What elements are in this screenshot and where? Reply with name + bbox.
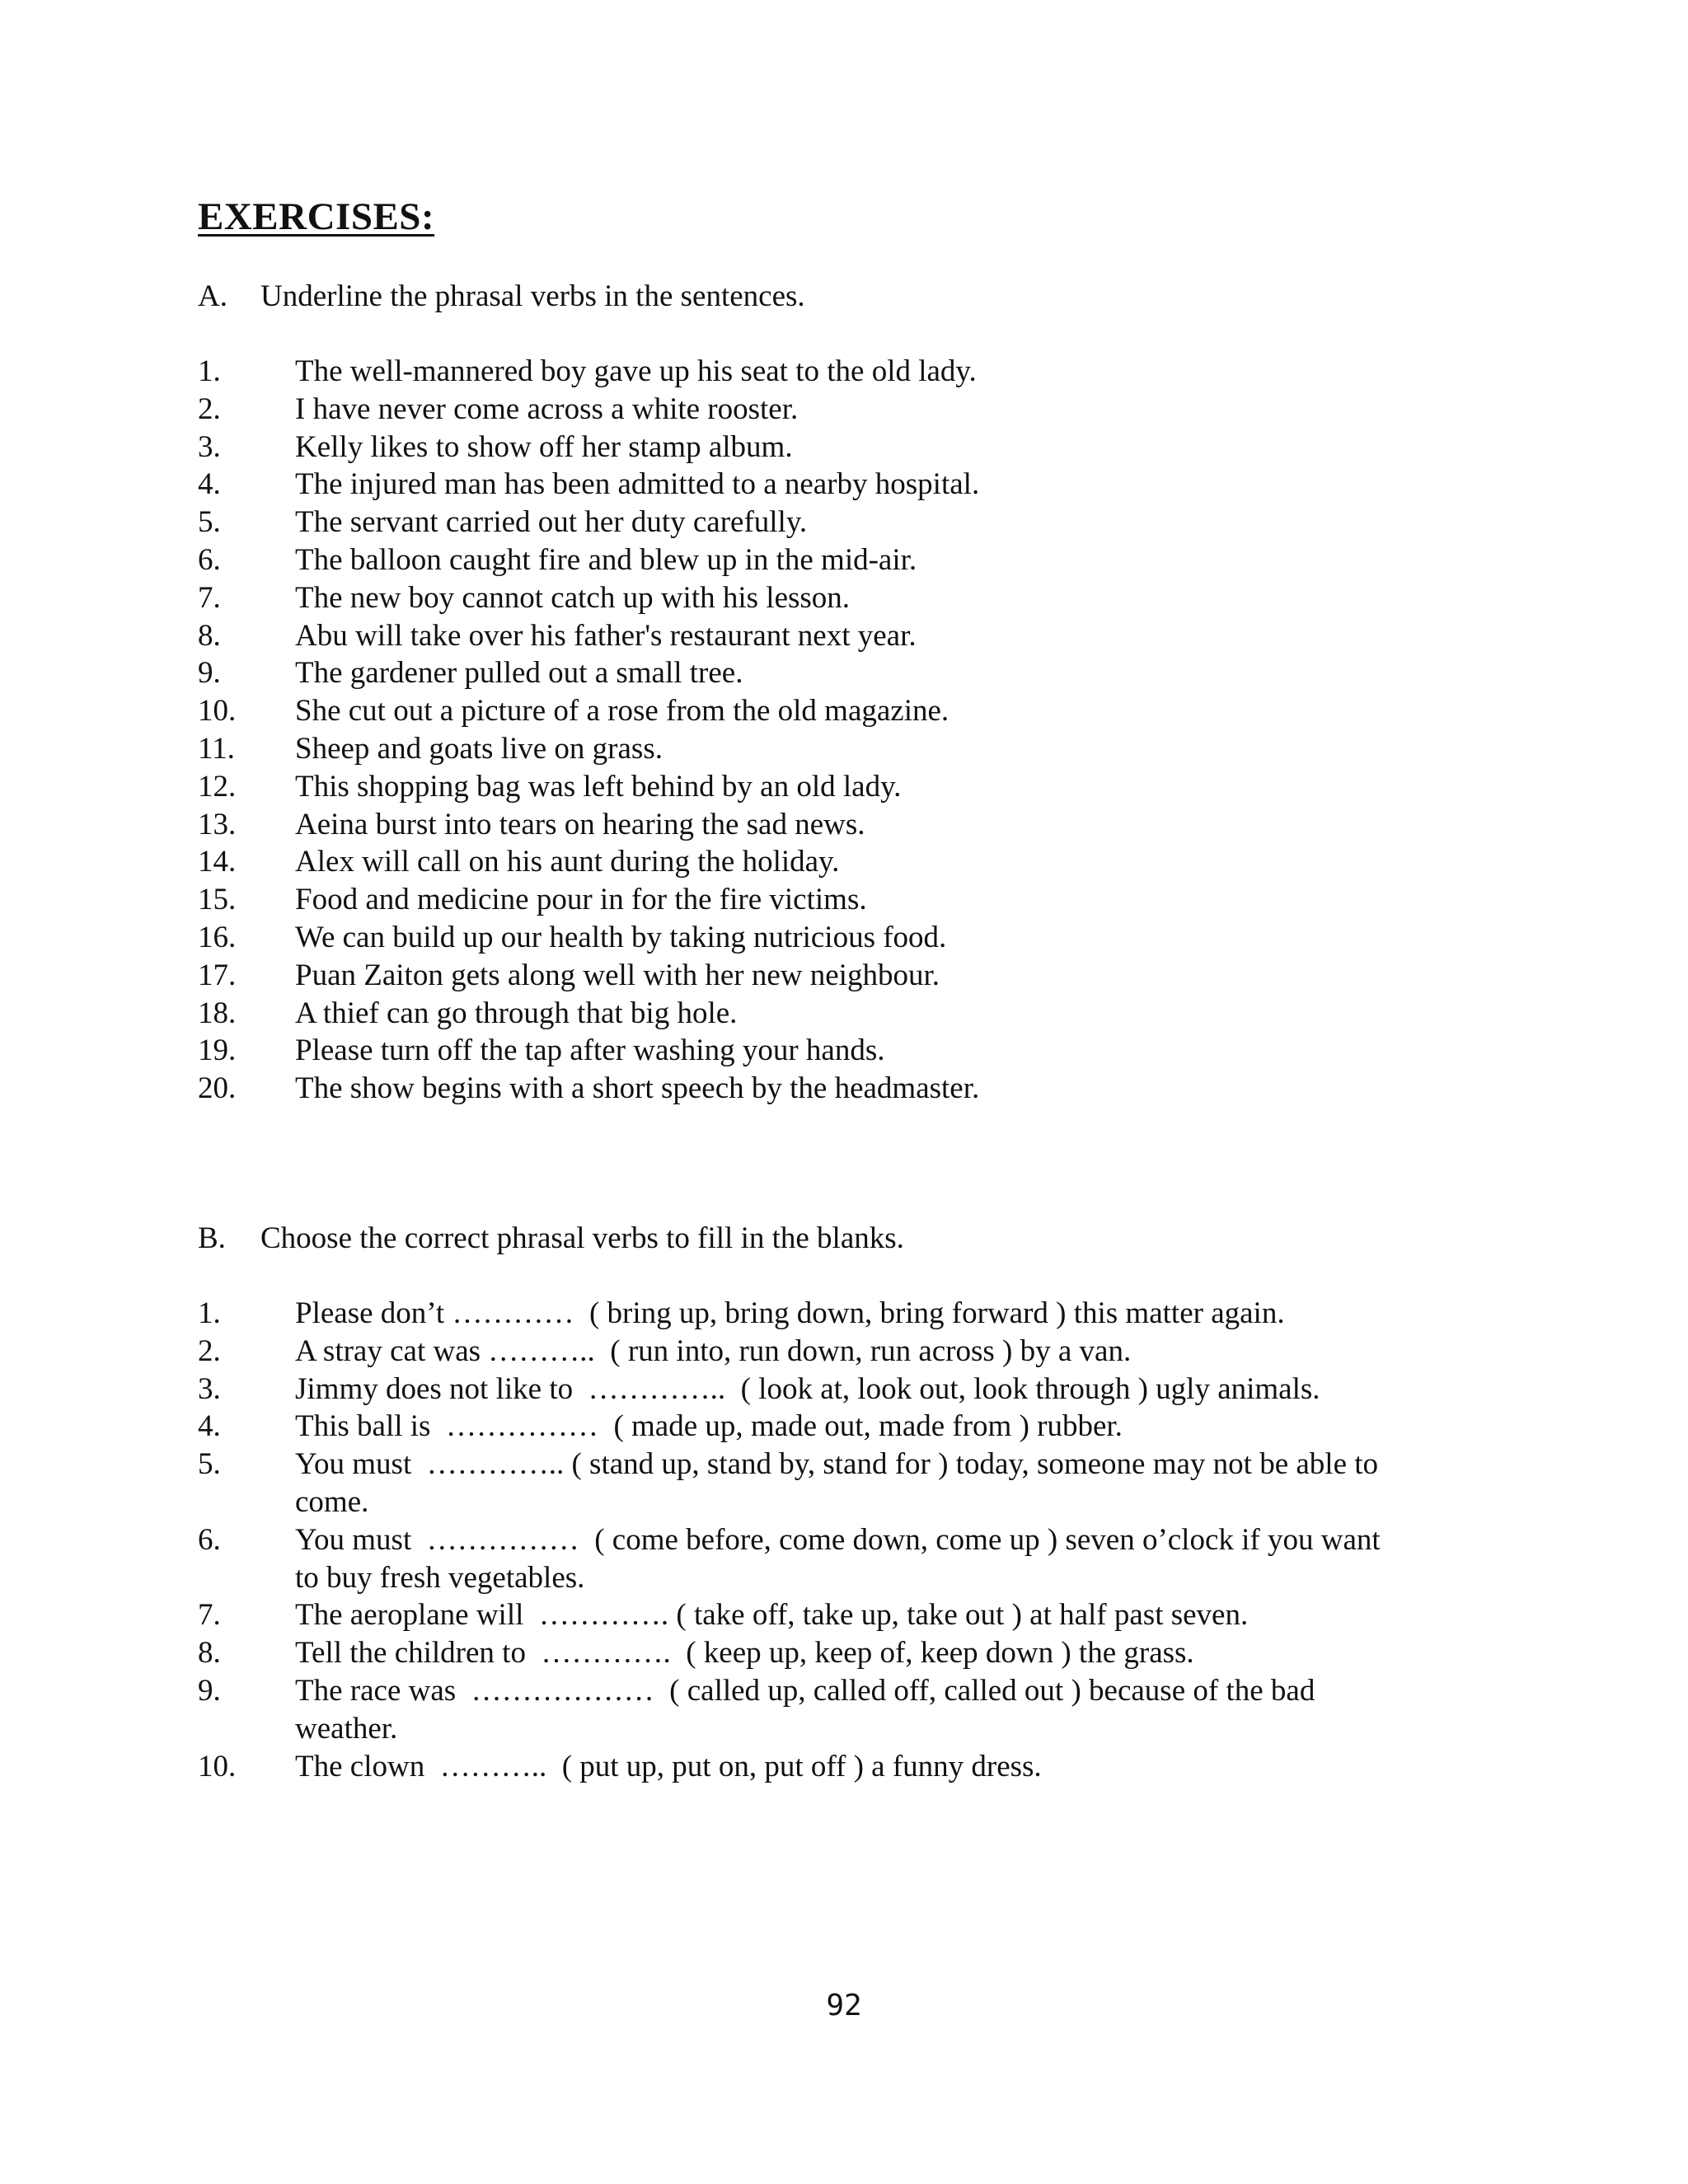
item-sentence: Please don’t ………… ( bring up, bring down, bring forward ) this matter again.: [295, 1296, 1285, 1330]
list-item: [198, 541, 1401, 579]
list-item: [198, 353, 1401, 391]
item-number: 19.: [198, 1033, 237, 1068]
item-number: 10.: [198, 694, 237, 729]
item-number: 16.: [198, 920, 237, 954]
list-item: [198, 881, 1401, 919]
item-sentence: She cut out a picture of a rose from the old magazine.: [295, 694, 950, 729]
section-b-letter: B.: [198, 1221, 226, 1255]
item-number: 17.: [198, 958, 237, 992]
list-item: [198, 1596, 1401, 1634]
item-sentence: The injured man has been admitted to a nearby hospital.: [295, 467, 980, 502]
item-sentence: The gardener pulled out a small tree.: [295, 656, 743, 691]
list-item: [198, 806, 1401, 844]
item-number: 1.: [198, 1296, 221, 1330]
item-sentence: Aeina burst into tears on hearing the sad news.: [295, 807, 865, 841]
item-sentence: We can build up our health by taking nutricious food.: [295, 920, 947, 954]
item-number: 5.: [198, 1447, 221, 1482]
item-sentence: The well-mannered boy gave up his seat to the old lady.: [295, 354, 977, 388]
item-number: 7.: [198, 580, 221, 615]
item-number: 3.: [198, 1371, 221, 1406]
list-item: [198, 1371, 1401, 1408]
item-number: 2.: [198, 1333, 221, 1368]
item-number: 6.: [198, 542, 221, 577]
page-number: 92: [826, 1989, 862, 2022]
item-number: 18.: [198, 996, 237, 1030]
section-b-instruction-text: Choose the correct phrasal verbs to fill in the blanks.: [260, 1221, 904, 1255]
list-item: [198, 1032, 1401, 1070]
item-sentence: Please turn off the tap after washing your hands.: [295, 1033, 885, 1068]
section-a-list: [198, 353, 1401, 1108]
item-number: 9.: [198, 1673, 221, 1708]
item-sentence: This ball is …………… ( made up, made out, made from ) rubber.: [295, 1409, 1123, 1444]
list-item: [198, 504, 1401, 541]
item-sentence: The race was ……………… ( called up, called off, called out ) because of the bad weather.: [295, 1673, 1323, 1746]
list-item: [198, 768, 1401, 806]
item-number: 20.: [198, 1071, 237, 1106]
item-number: 5.: [198, 505, 221, 540]
item-number: 9.: [198, 656, 221, 691]
list-item: [198, 1634, 1401, 1672]
item-number: 4.: [198, 1409, 221, 1444]
section-a-instruction-text: Underline the phrasal verbs in the sentences.: [260, 279, 805, 313]
item-sentence: Tell the children to …………. ( keep up, keep of, keep down ) the grass.: [295, 1636, 1194, 1671]
item-sentence: The new boy cannot catch up with his lesson.: [295, 580, 851, 615]
item-sentence: You must ………….. ( stand up, stand by, stand for ) today, someone may not be able to come.: [295, 1447, 1386, 1519]
list-item: [198, 1333, 1401, 1371]
item-sentence: The clown ……….. ( put up, put on, put off ) a funny dress.: [295, 1749, 1042, 1783]
list-item: [198, 1446, 1401, 1521]
item-number: 15.: [198, 883, 237, 917]
page-title: EXERCISES:: [198, 195, 435, 238]
item-number: 13.: [198, 807, 237, 841]
list-item: [198, 1295, 1401, 1333]
list-item: [198, 957, 1401, 995]
item-number: 2.: [198, 391, 221, 426]
item-sentence: The show begins with a short speech by the headmaster.: [295, 1071, 980, 1106]
list-item: [198, 466, 1401, 504]
list-item: [198, 730, 1401, 768]
section-b-instruction: [198, 1220, 904, 1258]
item-sentence: Abu will take over his father's restaurant next year.: [295, 618, 917, 653]
list-item: [198, 429, 1401, 466]
item-sentence: Sheep and goats live on grass.: [295, 731, 663, 766]
list-item: [198, 1408, 1401, 1446]
list-item: [198, 692, 1401, 730]
item-sentence: I have never come across a white rooster.: [295, 391, 799, 426]
item-number: 6.: [198, 1522, 221, 1557]
item-sentence: A stray cat was ……….. ( run into, run down, run across ) by a van.: [295, 1333, 1132, 1368]
list-item: [198, 1521, 1401, 1597]
list-item: [198, 391, 1401, 429]
item-sentence: The balloon caught fire and blew up in the mid-air.: [295, 542, 917, 577]
list-item: [198, 843, 1401, 881]
item-number: 1.: [198, 354, 221, 388]
list-item: [198, 1672, 1401, 1748]
list-item: [198, 919, 1401, 957]
item-number: 12.: [198, 769, 237, 804]
item-number: 4.: [198, 467, 221, 502]
item-sentence: Food and medicine pour in for the fire victims.: [295, 883, 867, 917]
item-number: 8.: [198, 1636, 221, 1671]
section-a-letter: A.: [198, 279, 227, 313]
list-item: [198, 579, 1401, 617]
item-number: 3.: [198, 429, 221, 464]
item-sentence: The servant carried out her duty carefully.: [295, 505, 808, 540]
section-b-list: [198, 1295, 1401, 1785]
list-item: [198, 995, 1401, 1033]
list-item: [198, 617, 1401, 655]
list-item: [198, 1070, 1401, 1108]
item-sentence: Jimmy does not like to ………….. ( look at, look out, look through ) ugly animals.: [295, 1371, 1320, 1406]
item-sentence: Alex will call on his aunt during the holiday.: [295, 845, 840, 879]
item-sentence: Kelly likes to show off her stamp album.: [295, 429, 793, 464]
item-number: 8.: [198, 618, 221, 653]
item-number: 14.: [198, 845, 237, 879]
list-item: [198, 1748, 1401, 1786]
item-number: 10.: [198, 1749, 237, 1783]
section-a-instruction: [198, 278, 805, 316]
item-sentence: A thief can go through that big hole.: [295, 996, 738, 1030]
item-number: 7.: [198, 1598, 221, 1633]
list-item: [198, 654, 1401, 692]
item-sentence: The aeroplane will …………. ( take off, take up, take out ) at half past seven.: [295, 1598, 1249, 1633]
item-sentence: Puan Zaiton gets along well with her new neighbour.: [295, 958, 940, 992]
item-number: 11.: [198, 731, 235, 766]
item-sentence: This shopping bag was left behind by an old lady.: [295, 769, 902, 804]
item-sentence: You must …………… ( come before, come down, come up ) seven o’clock if you want to buy fresh vegetables.: [295, 1522, 1388, 1595]
